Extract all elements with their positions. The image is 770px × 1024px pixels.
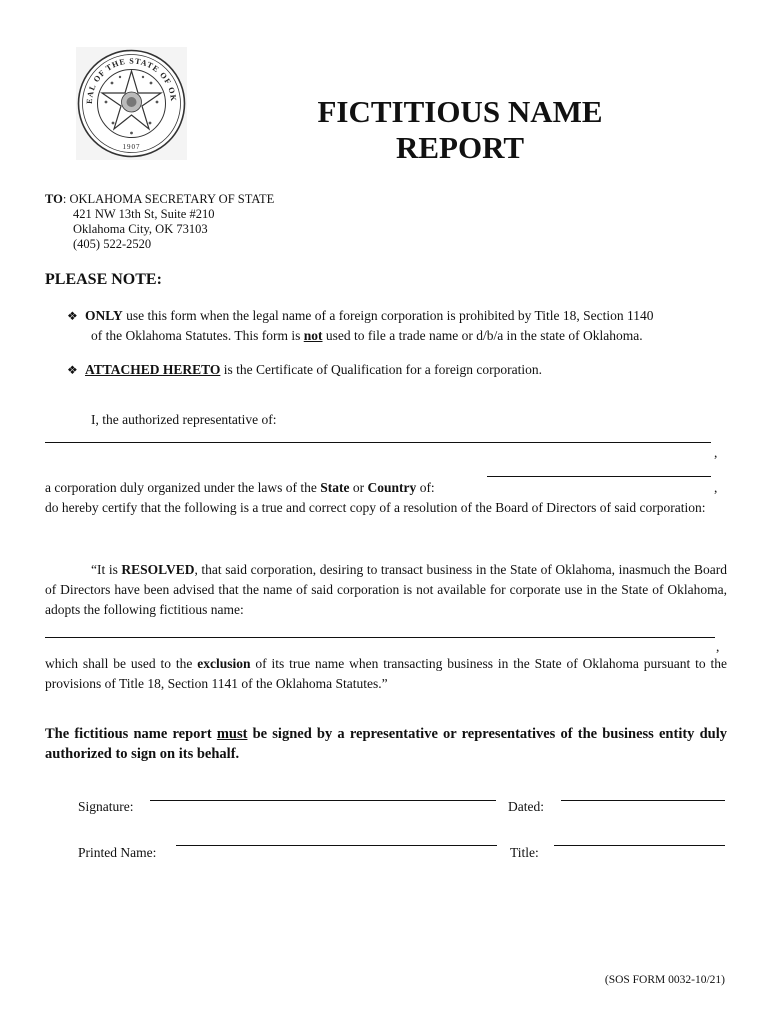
- signature-label: Signature:: [78, 799, 134, 814]
- title-label: Title:: [510, 845, 539, 860]
- dated-label: Dated:: [508, 799, 544, 814]
- note-item-only: ❖ ONLY use this form when the legal name of a foreign corporation is prohibited by Title 18, Section 1140 of the Oklahoma Statutes. This form is not used to file a trade name or d/b/a in the state of Oklahoma.: [67, 308, 654, 343]
- office-name: : OKLAHOMA SECRETARY OF STATE: [62, 192, 275, 206]
- representative-statement: I, the authorized representative of:: [91, 412, 277, 427]
- state-or-country-field[interactable]: [487, 476, 711, 477]
- recipient-address: [45, 192, 274, 252]
- date-field[interactable]: [561, 800, 725, 801]
- signing-requirement-note: The fictitious name report must be signed by a representative or representatives of the business entity duly authorized to sign on its behalf.: [45, 726, 727, 762]
- exclusion-paragraph: which shall be used to the exclusion of its true name when transacting business in the State of Oklahoma pursuant to the provisions of Title 18, Section 1141 of the Oklahoma Statutes.”: [45, 656, 727, 691]
- note-item-attached: ❖ ATTACHED HERETO is the Certificate of Qualification for a foreign corporation.: [67, 360, 732, 380]
- page-subtitle: REPORT: [395, 130, 525, 165]
- diamond-bullet-icon: ❖: [67, 363, 78, 377]
- fictitious-name-field[interactable]: [45, 637, 715, 638]
- field-comma: ,: [714, 445, 718, 460]
- page-title: FICTITIOUS NAME: [317, 94, 603, 129]
- diamond-bullet-icon: ❖: [67, 309, 78, 323]
- title-field[interactable]: [554, 845, 725, 846]
- printed-name-field[interactable]: [176, 845, 497, 846]
- field-comma: ,: [716, 639, 720, 654]
- corporation-paragraph: a corporation duly organized under the laws of the State or Country of: do hereby certify that the following is a true and correct copy of a resolution of the Board of Directors of said corporation:: [45, 480, 706, 515]
- seal-year: 1907: [122, 143, 141, 151]
- state-seal-logo: [76, 47, 187, 160]
- phone-number: (405) 522-2520: [73, 237, 152, 251]
- form-number: (SOS FORM 0032-10/21): [604, 974, 725, 986]
- svg-text:GREAT SEAL OF THE STATE OF OKL: EAL OF THE STATE OF OK: [84, 56, 179, 105]
- corporation-name-field[interactable]: [45, 442, 711, 443]
- printed-name-label: Printed Name:: [78, 845, 157, 860]
- street-address: 421 NW 13th St, Suite #210: [73, 207, 215, 221]
- city-address: Oklahoma City, OK 73103: [73, 222, 208, 236]
- signature-field[interactable]: [150, 800, 496, 801]
- field-comma: ,: [714, 480, 718, 495]
- to-label: TO: [45, 192, 63, 206]
- resolution-paragraph: “It is RESOLVED, that said corporation, desiring to transact business in the State of Oklahoma, inasmuch the Board of Directors have been advised that the name of said corporation is not available for corporate use in the State of Oklahoma, adopts the following fictitious name:: [45, 562, 727, 617]
- please-note-heading: PLEASE NOTE:: [45, 271, 162, 288]
